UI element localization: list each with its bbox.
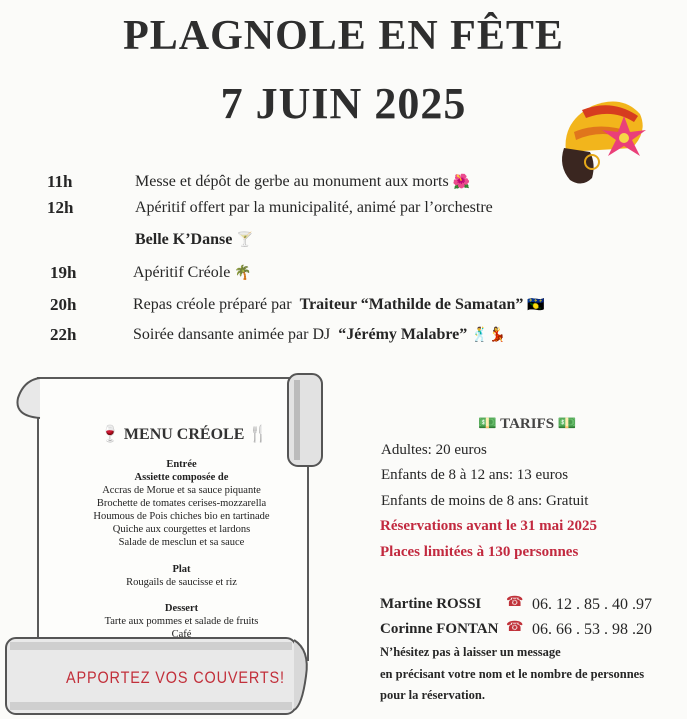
contact-name: Corinne FONTAN — [380, 621, 499, 637]
schedule-item: Apéritif offert par la municipalité, animé par l’orchestre — [135, 199, 493, 216]
money-icon: 💵 — [478, 416, 497, 432]
contact-phone: 06. 12 . 85 . 40 .97 — [532, 596, 652, 613]
schedule-item: Messe et dépôt de gerbe au monument aux morts 🌺 — [135, 173, 471, 190]
schedule-item-continued: Belle K’Danse 🍸 — [135, 231, 254, 248]
menu-entree: Entrée Assiette composée de Accras de Morue et sa sauce piquante Brochette de tomates cerises-mozzarella Houmous de Pois chiches bio en tartinade Quiche aux courgettes et lardons Salade de mesclun et sa sauce — [93, 459, 270, 548]
reservation-deadline: Réservations avant le 31 mai 2025 — [380, 518, 598, 534]
note-line: N’hésitez pas à laisser un message — [380, 645, 561, 659]
flower-icon: 🌺 — [452, 175, 471, 190]
menu-plat: Plat Rougails de saucisse et riz — [126, 564, 237, 588]
bring-cutlery-banner: APPORTEZ VOS COUVERTS! — [66, 668, 285, 687]
menu-dessert: Dessert Tarte aux pommes et salade de fruits Café — [104, 603, 259, 640]
schedule-item: Apéritif Créole 🌴 — [133, 264, 252, 281]
tarifs-title: 💵 TARIFS 💵 — [478, 416, 577, 432]
schedule-time: 22h — [50, 325, 77, 344]
schedule-time: 20h — [50, 295, 77, 314]
tarif-enfants-moins-8: Enfants de moins de 8 ans: Gratuit — [381, 493, 589, 509]
dancers-icon: 🕺💃 — [471, 328, 507, 343]
palm-tree-icon: 🌴 — [234, 266, 252, 281]
phone-icon: ☎ — [506, 620, 524, 635]
contact-phone: 06. 66 . 53 . 98 .20 — [532, 621, 652, 638]
schedule-time: 19h — [50, 263, 77, 282]
schedule-item: Repas créole préparé par Traiteur “Mathilde de Samatan” 🇬🇵 — [133, 296, 545, 313]
contact-name: Martine ROSSI — [380, 596, 482, 612]
title-line2: 7 JUIN 2025 — [220, 79, 467, 128]
cutlery-icon: 🍴 — [248, 426, 269, 443]
tarif-enfants-8-12: Enfants de 8 à 12 ans: 13 euros — [381, 467, 569, 483]
title-line1: PLAGNOLE EN FÊTE — [123, 13, 564, 59]
creole-woman-illustration — [552, 92, 660, 192]
phone-icon: ☎ — [506, 595, 524, 610]
note-line: pour la réservation. — [380, 688, 485, 702]
menu-title: 🍷 MENU CRÉOLE 🍴 — [100, 426, 269, 443]
flag-icon: 🇬🇵 — [527, 298, 545, 313]
schedule-item: Soirée dansante animée par DJ “Jérémy Malabre” 🕺💃 — [133, 326, 507, 343]
wine-glass-icon: 🍷 — [100, 426, 120, 443]
cocktail-icon: 🍸 — [236, 233, 254, 248]
places-limit: Places limitées à 130 personnes — [380, 544, 579, 560]
money-icon: 💵 — [557, 416, 577, 432]
note-line: en précisant votre nom et le nombre de personnes — [380, 667, 645, 681]
schedule-time: 12h — [47, 198, 74, 217]
schedule-time: 11h — [47, 172, 73, 191]
tarif-adultes: Adultes: 20 euros — [381, 442, 487, 458]
